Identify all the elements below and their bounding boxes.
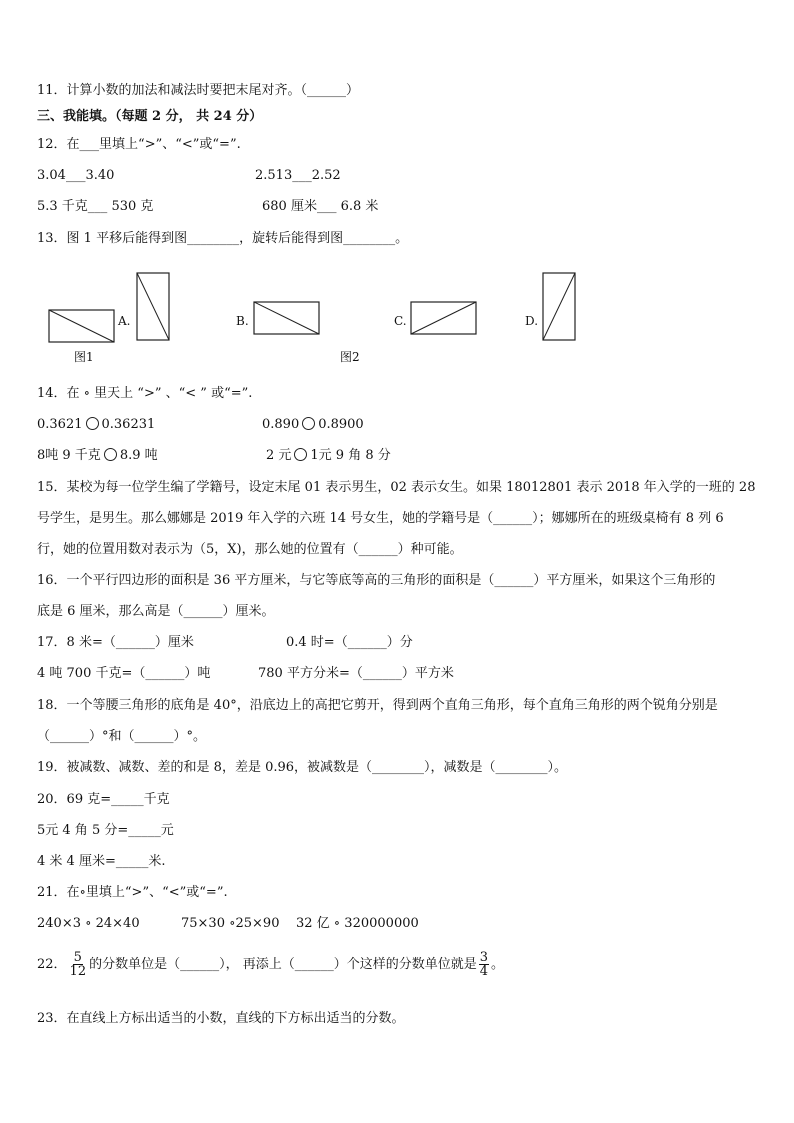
option-a-label: A. bbox=[118, 314, 131, 328]
q20-c: 4 米 4 厘米=_____米. bbox=[37, 854, 166, 869]
q14-d bbox=[266, 447, 391, 465]
q16-line-2: 底是 6 厘米，那么高是（______）厘米。 bbox=[37, 604, 275, 619]
figure-1-rectangle bbox=[48, 308, 116, 344]
q14-b-right: 0.8900 bbox=[318, 417, 364, 432]
q17-a: 17．8 米=（______）厘米 bbox=[37, 635, 194, 650]
q14-d-left: 2 元 bbox=[266, 448, 292, 463]
q14-stem: 14．在 ∘ 里天上 “>” 、“< ” 或“=”. bbox=[37, 386, 253, 401]
section3-title: 三、我能填。（每题 2 分， 共 24 分） bbox=[37, 109, 263, 124]
option-b-label: B. bbox=[236, 314, 249, 328]
q22-suffix: 。 bbox=[491, 957, 505, 972]
q14-a bbox=[37, 416, 155, 434]
figure-2-label: 图2 bbox=[340, 350, 360, 364]
q21-stem: 21．在∘里填上“>”、“<”或“=”. bbox=[37, 885, 228, 900]
answer-circle-icon bbox=[86, 417, 99, 430]
q21-a: 240×3 ∘ 24×40 bbox=[37, 916, 140, 931]
q12-d: 680 厘米___ 6.8 米 bbox=[262, 199, 379, 214]
option-d-label: D. bbox=[525, 314, 539, 328]
fraction-5-12 bbox=[69, 951, 88, 978]
q17-b: 0.4 时=（______）分 bbox=[286, 635, 413, 650]
q18-line-2: （______）°和（______）°。 bbox=[37, 729, 207, 744]
q14-c bbox=[37, 447, 158, 465]
fraction-denominator: 4 bbox=[479, 964, 489, 979]
q17-d: 780 平方分米=（______）平方米 bbox=[258, 666, 454, 681]
q14-a-right: 0.36231 bbox=[101, 417, 156, 432]
fraction-numerator: 5 bbox=[73, 950, 82, 965]
q17-c: 4 吨 700 千克=（______）吨 bbox=[37, 666, 211, 681]
q21-c: 32 亿 ∘ 320000000 bbox=[296, 916, 419, 931]
q21-b: 75×30 ∘25×90 bbox=[181, 916, 280, 931]
figure-1-label: 图1 bbox=[74, 350, 94, 364]
q14-b bbox=[262, 416, 364, 434]
q12-a: 3.04___3.40 bbox=[37, 168, 115, 183]
q14-d-right: 1元 9 角 8 分 bbox=[310, 448, 391, 463]
q14-c-left: 8吨 9 千克 bbox=[37, 448, 101, 463]
answer-circle-icon bbox=[302, 417, 315, 430]
option-b-figure bbox=[253, 300, 321, 336]
option-a-figure bbox=[135, 272, 171, 342]
fraction-3-4 bbox=[479, 951, 489, 978]
answer-circle-icon bbox=[294, 448, 307, 461]
q19-text: 19．被减数、减数、差的和是 8，差是 0.96，被减数是（________），减数是（________）。 bbox=[37, 760, 568, 775]
option-c-figure bbox=[410, 300, 478, 336]
q14-b-left: 0.890 bbox=[262, 417, 300, 432]
q12-c: 5.3 千克___ 530 克 bbox=[37, 199, 154, 214]
answer-circle-icon bbox=[104, 448, 117, 461]
q20-a: 20．69 克=_____千克 bbox=[37, 792, 170, 807]
q20-b: 5元 4 角 5 分=_____元 bbox=[37, 823, 174, 838]
q14-c-right: 8.9 吨 bbox=[119, 448, 158, 463]
q13-stem: 13．图 1 平移后能得到图________，旋转后能得到图________。 bbox=[37, 231, 409, 246]
q18-line-1: 18．一个等腰三角形的底角是 40°，沿底边上的高把它剪开，得到两个直角三角形，每个直角三角形的两个锐角分别是 bbox=[37, 698, 718, 713]
q16-line-1: 16．一个平行四边形的面积是 36 平方厘米，与它等底等高的三角形的面积是（______）平方厘米，如果这个三角形的 bbox=[37, 573, 716, 588]
option-d-figure bbox=[541, 272, 577, 342]
q22-middle: 的分数单位是（______）， 再添上（______）个这样的分数单位就是 bbox=[89, 957, 477, 972]
q14-a-left: 0.3621 bbox=[37, 417, 83, 432]
q12-stem: 12．在___里填上“>”、“<”或“=”. bbox=[37, 137, 241, 152]
q11-text: 11．计算小数的加法和减法时要把末尾对齐。（______） bbox=[37, 83, 360, 98]
option-c-label: C. bbox=[394, 314, 407, 328]
fraction-denominator: 12 bbox=[69, 964, 87, 979]
q15-line-2: 号学生，是男生。那么娜娜是 2019 年入学的六班 14 号女生，她的学籍号是（______）；娜娜所在的班级桌椅有 8 列 6 bbox=[37, 511, 724, 526]
q22-prefix: 22． bbox=[37, 957, 67, 972]
q22-text bbox=[37, 950, 504, 980]
q12-b: 2.513___2.52 bbox=[255, 168, 341, 183]
q23-text: 23．在直线上方标出适当的小数，直线的下方标出适当的分数。 bbox=[37, 1011, 405, 1026]
fraction-numerator: 3 bbox=[479, 950, 489, 965]
q15-line-1: 15．某校为每一位学生编了学籍号，设定末尾 01 表示男生，02 表示女生。如果 18012801 表示 2018 年入学的一班的 28 bbox=[37, 480, 756, 495]
q15-line-3: 行，她的位置用数对表示为（5，X)，那么她的位置有（______）种可能。 bbox=[37, 542, 463, 557]
